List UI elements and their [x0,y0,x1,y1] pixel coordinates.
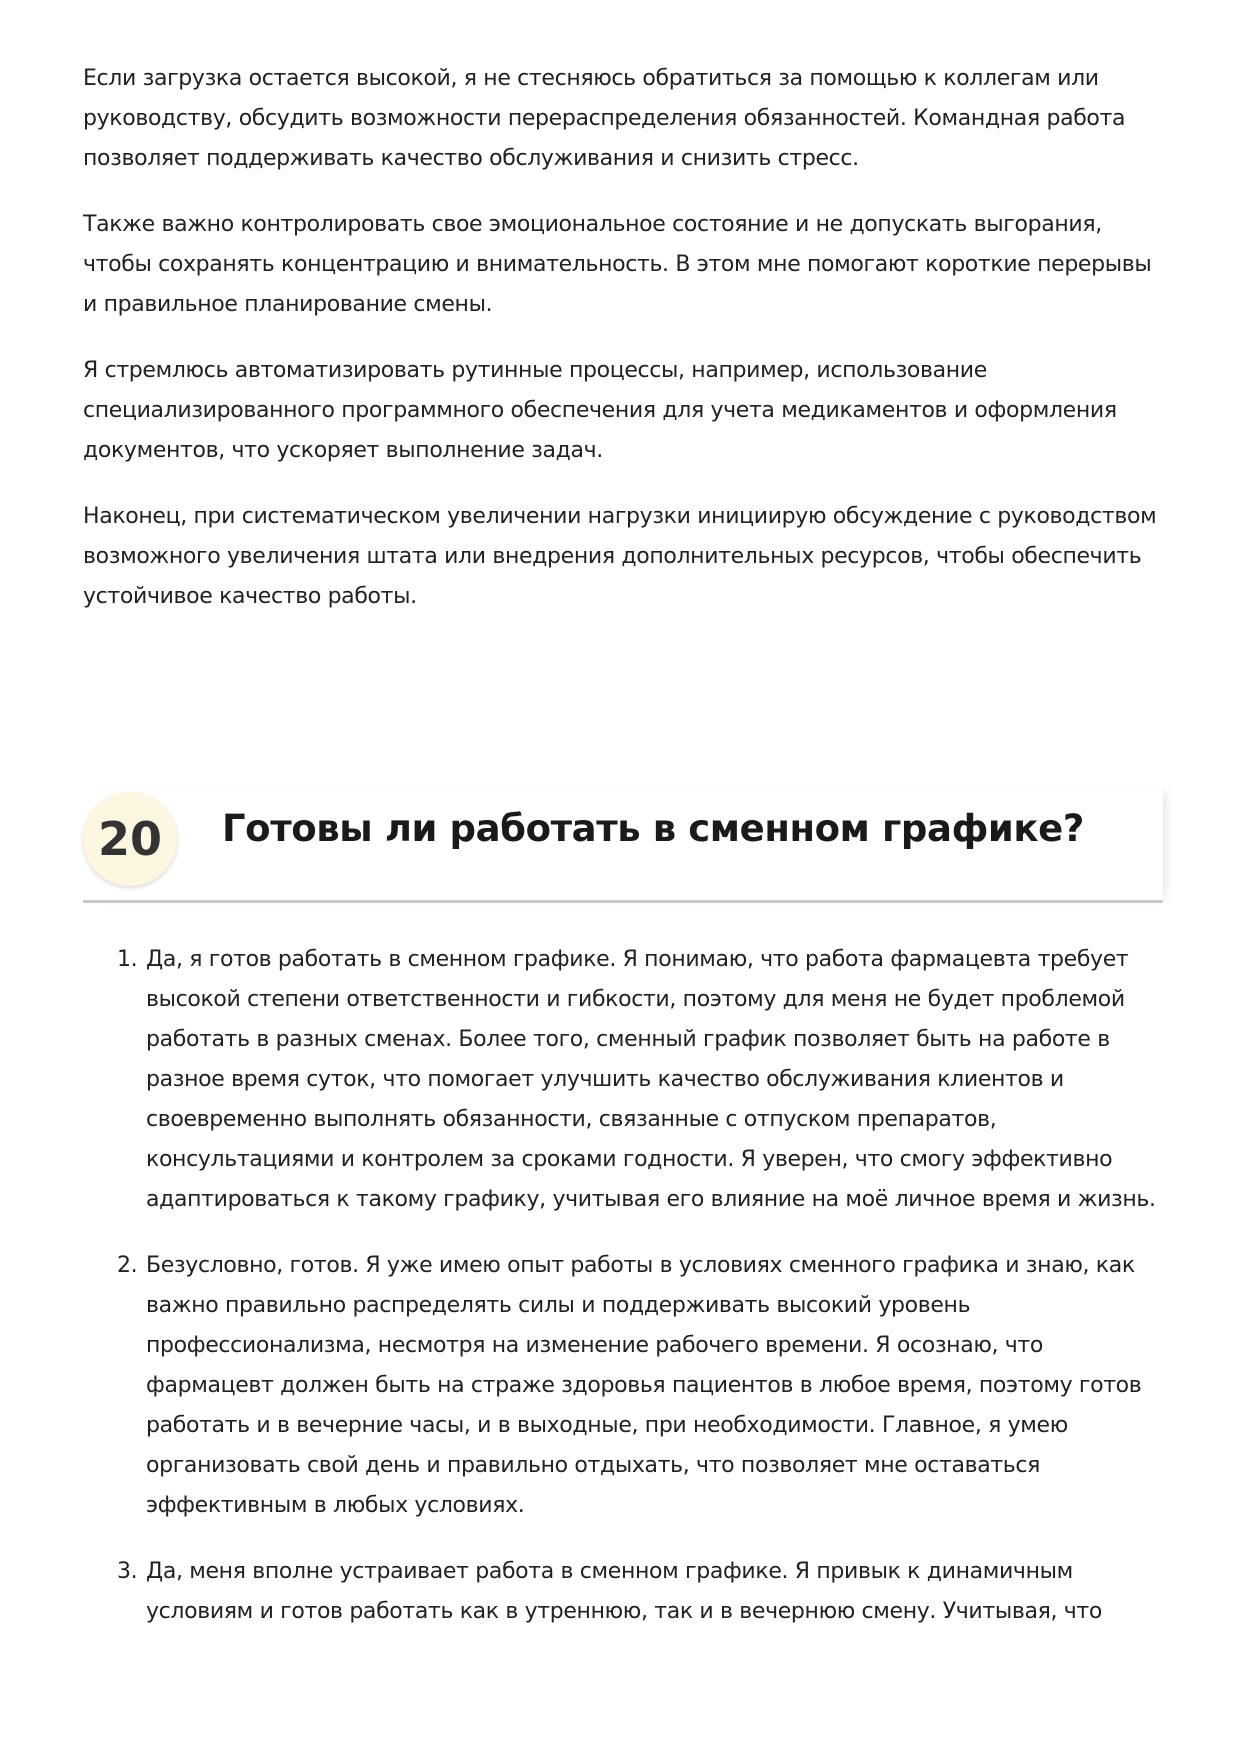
answer-number: 2. [117,1253,138,1278]
intro-paragraph: Наконец, при систематическом увеличении нагрузки инициирую обсуждение с руководством возможного увеличения штата или внедрения дополнительных ресурсов, чтобы обеспечить устойчивое качество работы. [83,504,1157,609]
answer-item [83,940,1168,1220]
question-title: Готовы ли работать в сменном графике? [222,807,1084,850]
answer-text: Да, я готов работать в сменном графике. Я понимаю, что работа фармацевта требует высокой степени ответственности и гибкости, поэтому для меня не будет проблемой работать в разных сменах. Более того, сменный график позволяет быть на работе в разное время суток, что помогает улучшить качество обслуживания клиентов и своевременно выполнять обязанности, связанные с отпуском препаратов, консультациями и контролем за сроками годности. Я уверен, что смогу эффективно адаптироваться к такому графику, учитывая его влияние на моё личное время и жизнь. [146,947,1156,1212]
answer-text: Безусловно, готов. Я уже имею опыт работы в условиях сменного графика и знаю, как важно правильно распределять силы и поддерживать высокий уровень профессионализма, несмотря на изменение рабочего времени. Я осознаю, что фармацевт должен быть на страже здоровья пациентов в любое время, поэтому готов работать и в вечерние часы, и в выходные, при необходимости. Главное, я умею организовать свой день и правильно отдыхать, что позволяет мне оставаться эффективным в любых условиях. [146,1253,1142,1518]
intro-paragraph: Я стремлюсь автоматизировать рутинные процессы, например, использование специализированного программного обеспечения для учета медикаментов и оформления документов, что ускоряет выполнение задач. [83,358,1117,463]
answer-number: 1. [117,947,138,972]
answer-number: 3. [117,1559,138,1584]
intro-paragraph: Если загрузка остается высокой, я не стесняюсь обратиться за помощью к коллегам или руководству, обсудить возможности перераспределения обязанностей. Командная работа позволяет поддерживать качество обслуживания и снизить стресс. [83,66,1126,171]
question-header [83,786,1163,903]
answer-item [83,1246,1168,1526]
intro-text [83,59,1163,643]
answer-text: Да, меня вполне устраивает работа в сменном графике. Я привык к динамичным условиям и готов работать как в утреннюю, так и в вечернюю смену. Учитывая, что [146,1559,1102,1624]
answer-item [83,1552,1168,1632]
answers-list [83,940,1168,1658]
question-number-badge: 20 [83,792,177,886]
intro-paragraph: Также важно контролировать свое эмоциональное состояние и не допускать выгорания, чтобы сохранять концентрацию и внимательность. В этом мне помогают короткие перерывы и правильное планирование смены. [83,212,1152,317]
